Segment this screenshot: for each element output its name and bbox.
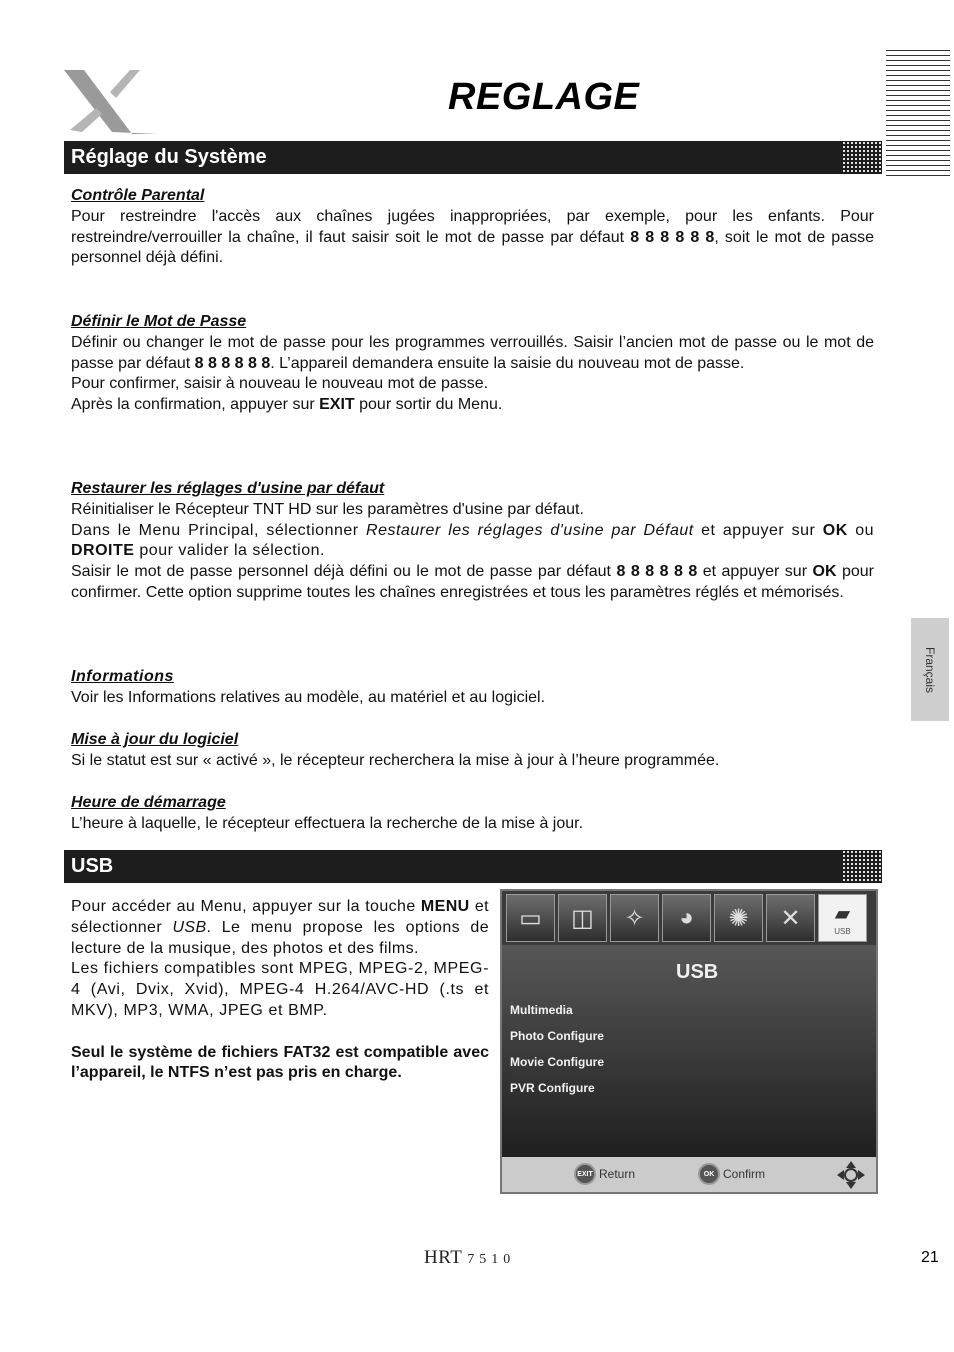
text-exit-menu: Après la confirmation, appuyer sur EXIT pour sortir du Menu. (71, 396, 503, 414)
section-informations (71, 667, 874, 709)
brand-logo-x (62, 68, 162, 138)
return-hint: EXIT Return (574, 1163, 635, 1185)
menu-item-photo-configure: Photo Configure (510, 1029, 604, 1043)
menu-item-pvr-configure: PVR Configure (510, 1081, 595, 1095)
gears-icon: ✺ (714, 894, 763, 942)
usb-text-1: Pour accéder au Menu, appuyer sur la touche MENU et sélectionner USB. Le menu propose les options de lecture de la musique, des photos et des films. (71, 898, 490, 957)
ok-button-icon: OK (698, 1163, 720, 1185)
section-title-usb: USB (71, 855, 114, 877)
usb-menu-screenshot (500, 889, 878, 1194)
heading-define-password: Définir le Mot de Passe (71, 313, 247, 330)
text-factory-reset-3: Saisir le mot de passe personnel déjà défini ou le mot de passe par défaut 8 8 8 8 8 8 et appuyer sur OK pour confirmer. Cette option supprime toutes les chaînes enregistrées et tous les paramètres réglés et mémorisés. (71, 563, 875, 601)
section-software-update (71, 730, 874, 772)
section-define-password (71, 312, 874, 416)
tv-icon: ▭ (506, 894, 555, 942)
dot-pattern (842, 850, 882, 883)
heading-informations: Informations (71, 668, 174, 685)
usb-menu-panel (502, 945, 876, 1157)
navigation-arrows-icon (836, 1160, 866, 1190)
text-define-password: Définir ou changer le mot de passe pour les programmes verrouillés. Saisir l’ancien mot de passe ou le mot de passe par défaut 8 8 8 8 8 8. L’appareil demandera ensuite la saisie du nouveau mot de passe. (71, 333, 874, 372)
usb-description (71, 897, 489, 1084)
text-parental-control: Pour restreindre l'accès aux chaînes jugées inappropriées, par exemple, pour les enfants. Pour restreindre/verrouiller la chaîne, il faut saisir soit le mot de passe par défaut 8 8 8 8 8 8, soit le mot de passe personnel déjà défini. (71, 207, 875, 267)
dot-pattern (842, 141, 882, 174)
confirm-hint: OK Confirm (698, 1163, 765, 1185)
usb-text-3: Seul le système de fichiers FAT32 est compatible avec l’appareil, le NTFS n’est pas pris en charge. (71, 1043, 489, 1082)
menu-item-movie-configure: Movie Configure (510, 1055, 605, 1069)
tools-icon: ✕ (766, 894, 815, 942)
text-confirm-password: Pour confirmer, saisir à nouveau le nouveau mot de passe. (71, 375, 489, 393)
page-number: 21 (921, 1249, 939, 1266)
section-parental-control (71, 186, 874, 269)
language-tab (911, 618, 949, 721)
guide-icon: ◫ (558, 894, 607, 942)
model-name: HRT 7510 (424, 1247, 516, 1268)
heading-parental-control: Contrôle Parental (71, 187, 205, 204)
menu-item-multimedia: Multimedia (510, 1003, 573, 1017)
section-bar-usb (64, 850, 882, 883)
text-start-time: L’heure à laquelle, le récepteur effectuera la recherche de la mise à jour. (71, 814, 584, 832)
exit-button-icon: EXIT (574, 1163, 596, 1185)
usb-menu-list (510, 997, 604, 1101)
globe-clock-icon: ◕ (662, 894, 711, 942)
language-label: Français (923, 646, 937, 693)
usb-text-2: Les fichiers compatibles sont MPEG, MPEG-2, MPEG-4 (Avi, Dvix, Xvid), MPEG-4 H.264/AVC-HD (.ts et MKV), MP3, WMA, JPEG et BMP. (71, 960, 489, 1019)
decorative-stripes (886, 50, 950, 178)
usb-menu-title: USB (676, 961, 719, 983)
heading-start-time: Heure de démarrage (71, 794, 226, 811)
menu-icon-row (502, 891, 876, 945)
text-software-update: Si le statut est sur « activé », le récepteur recherchera la mise à jour à l’heure programmée. (71, 751, 720, 769)
heading-factory-reset: Restaurer les réglages d'usine par défaut (71, 480, 385, 497)
usb-stick-icon: ▰ USB (818, 894, 867, 942)
text-factory-reset-1: Réinitialiser le Récepteur TNT HD sur les paramètres d'usine par défaut. (71, 500, 584, 518)
section-title-system: Réglage du Système (71, 146, 267, 168)
section-start-time (71, 793, 874, 835)
page-title: REGLAGE (448, 76, 640, 118)
heading-software-update: Mise à jour du logiciel (71, 731, 239, 748)
usb-menu-footer (502, 1157, 876, 1192)
section-bar-system (64, 141, 882, 174)
text-informations: Voir les Informations relatives au modèle, au matériel et au logiciel. (71, 688, 546, 706)
section-factory-reset (71, 479, 874, 604)
text-factory-reset-2: Dans le Menu Principal, sélectionner Restaurer les réglages d'usine par Défaut et appuyer sur OK ou DROITE pour valider la sélection. (71, 521, 875, 560)
satellite-icon: ✧ (610, 894, 659, 942)
